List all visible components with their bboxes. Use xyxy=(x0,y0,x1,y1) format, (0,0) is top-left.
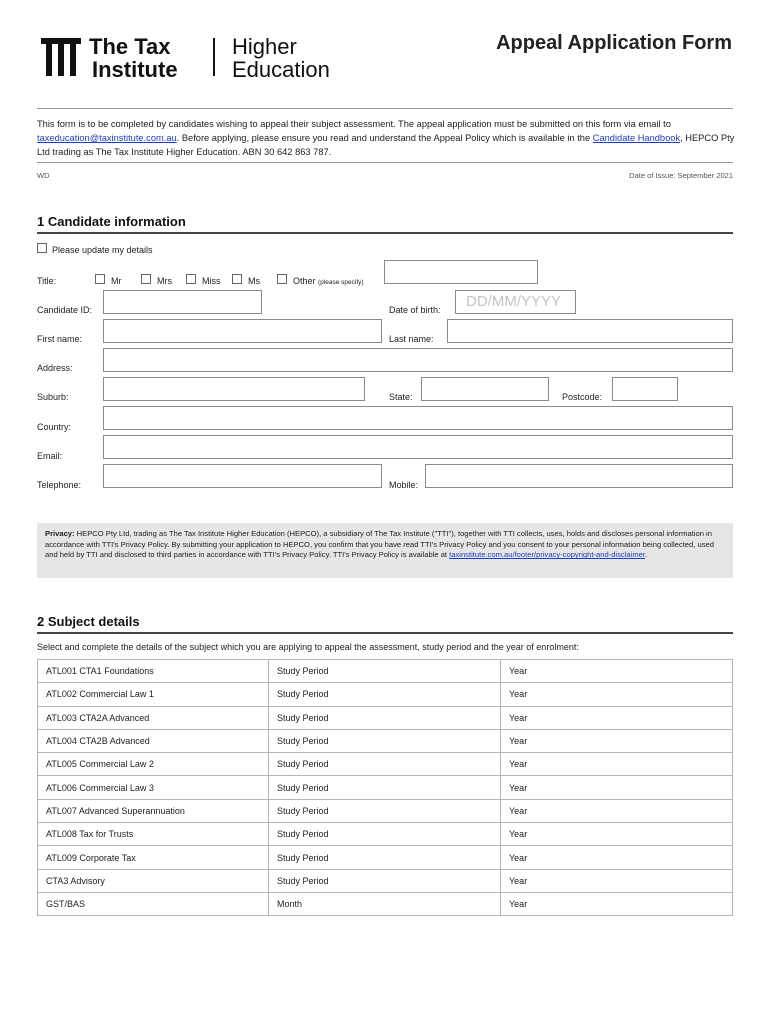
privacy-notice: Privacy: HEPCO Pty Ltd, trading as The Tax Institute Higher Education (HEPCO), a subsidiary of The Tax Institute ("TTI"), together with TTI collects, uses, holds and discloses personal information in accordance with TTI's Privacy Policy. By submitting your application to HEPCO, you confirm that you have read TTI's Privacy Policy and you consent to your personal information being collected, used and held by TTI and disclosed to third parties in accordance with TTI's Privacy Policy. TTI's Privacy Policy is available at taxinstitute.com.au/footer/privacy-copyright-and-disclaimer. xyxy=(37,523,733,578)
subject-name-cell: GST/BAS xyxy=(38,892,269,915)
title-label: Title: xyxy=(37,276,57,286)
year-cell[interactable]: Year xyxy=(501,706,733,729)
telephone-input[interactable] xyxy=(103,464,382,488)
email-label: Email: xyxy=(37,451,63,461)
title-mrs-checkbox[interactable] xyxy=(141,274,151,284)
issue-date: Date of Issue: September 2021 xyxy=(629,171,733,180)
form-code: WD xyxy=(37,171,50,180)
address-input[interactable] xyxy=(103,348,733,372)
state-input[interactable] xyxy=(421,377,549,401)
email-link[interactable]: taxeducation@taxinstitute.com.au xyxy=(37,133,177,143)
mobile-input[interactable] xyxy=(425,464,733,488)
suburb-label: Suburb: xyxy=(37,392,69,402)
country-label: Country: xyxy=(37,422,72,432)
study-period-cell[interactable]: Study Period xyxy=(269,799,501,822)
suburb-input[interactable] xyxy=(103,377,365,401)
logo-subtitle: Higher Education xyxy=(232,34,330,82)
logo-name: The Tax Institute xyxy=(89,34,178,82)
subject-row[interactable] xyxy=(38,892,733,915)
subject-name-cell: ATL003 CTA2A Advanced xyxy=(38,706,269,729)
section2-divider xyxy=(37,632,733,634)
year-cell[interactable]: Year xyxy=(501,753,733,776)
title-miss-checkbox[interactable] xyxy=(186,274,196,284)
study-period-cell[interactable]: Study Period xyxy=(269,776,501,799)
title-mrs-label: Mrs xyxy=(157,276,172,286)
dob-input[interactable]: DD/MM/YYYY xyxy=(455,290,576,314)
subject-row[interactable] xyxy=(38,799,733,822)
subject-name-cell: ATL005 Commercial Law 2 xyxy=(38,753,269,776)
subject-table xyxy=(37,659,733,916)
title-other-label: Other (please specify) xyxy=(293,276,364,286)
title-other-checkbox[interactable] xyxy=(277,274,287,284)
mobile-label: Mobile: xyxy=(389,480,419,490)
year-cell[interactable]: Year xyxy=(501,892,733,915)
candidate-id-label: Candidate ID: xyxy=(37,305,93,315)
email-input[interactable] xyxy=(103,435,733,459)
subject-row[interactable] xyxy=(38,683,733,706)
form-title: Appeal Application Form xyxy=(496,32,732,54)
study-period-cell[interactable]: Study Period xyxy=(269,683,501,706)
update-details-label: Please update my details xyxy=(52,245,153,255)
subject-row[interactable] xyxy=(38,846,733,869)
subject-name-cell: ATL009 Corporate Tax xyxy=(38,846,269,869)
country-input[interactable] xyxy=(103,406,733,430)
subject-row[interactable] xyxy=(38,706,733,729)
subject-row[interactable] xyxy=(38,753,733,776)
telephone-label: Telephone: xyxy=(37,480,82,490)
intro-text: This form is to be completed by candidates wishing to appeal their subject assessment. The appeal application must be submitted on this form via email to taxeducation@taxinstitute.com.au. Before applying, please ensure you read and understand the Appeal Policy which is available in the Candidate Handbook, HEPCO Pty Ltd trading as The Tax Institute Higher Education. ABN 30 642 863 787. xyxy=(37,119,735,157)
title-ms-checkbox[interactable] xyxy=(232,274,242,284)
tax-institute-logo-icon xyxy=(41,38,81,76)
title-mr-checkbox[interactable] xyxy=(95,274,105,284)
subject-row[interactable] xyxy=(38,776,733,799)
section1-title: 1 Candidate information xyxy=(37,214,186,229)
title-mr-label: Mr xyxy=(111,276,122,286)
first-name-input[interactable] xyxy=(103,319,382,343)
study-period-cell[interactable]: Study Period xyxy=(269,753,501,776)
study-period-cell[interactable]: Study Period xyxy=(269,869,501,892)
last-name-label: Last name: xyxy=(389,334,434,344)
study-period-cell[interactable]: Study Period xyxy=(269,706,501,729)
address-label: Address: xyxy=(37,363,73,373)
postcode-input[interactable] xyxy=(612,377,678,401)
subject-name-cell: ATL001 CTA1 Foundations xyxy=(38,660,269,683)
subject-row[interactable] xyxy=(38,660,733,683)
study-period-cell[interactable]: Study Period xyxy=(269,823,501,846)
year-cell[interactable]: Year xyxy=(501,776,733,799)
subject-name-cell: ATL002 Commercial Law 1 xyxy=(38,683,269,706)
study-period-cell[interactable]: Study Period xyxy=(269,660,501,683)
section2-title: 2 Subject details xyxy=(37,614,140,629)
postcode-label: Postcode: xyxy=(562,392,603,402)
update-details-checkbox[interactable] xyxy=(37,243,47,253)
subject-row[interactable] xyxy=(38,823,733,846)
subject-name-cell: ATL008 Tax for Trusts xyxy=(38,823,269,846)
dob-label: Date of birth: xyxy=(389,305,441,315)
year-cell[interactable]: Year xyxy=(501,660,733,683)
subject-name-cell: ATL004 CTA2B Advanced xyxy=(38,729,269,752)
year-cell[interactable]: Year xyxy=(501,799,733,822)
last-name-input[interactable] xyxy=(447,319,733,343)
study-period-cell[interactable]: Study Period xyxy=(269,846,501,869)
first-name-label: First name: xyxy=(37,334,83,344)
subject-instructions: Select and complete the details of the subject which you are applying to appeal the assessment, study period and the year of enrolment: xyxy=(37,642,579,652)
subject-row[interactable] xyxy=(38,869,733,892)
subject-name-cell: ATL006 Commercial Law 3 xyxy=(38,776,269,799)
state-label: State: xyxy=(389,392,413,402)
subject-name-cell: ATL007 Advanced Superannuation xyxy=(38,799,269,822)
intro-divider xyxy=(37,162,733,163)
year-cell[interactable]: Year xyxy=(501,869,733,892)
title-miss-label: Miss xyxy=(202,276,221,286)
candidate-id-input[interactable] xyxy=(103,290,262,314)
title-other-input[interactable] xyxy=(384,260,538,284)
title-ms-label: Ms xyxy=(248,276,260,286)
year-cell[interactable]: Year xyxy=(501,846,733,869)
year-cell[interactable]: Year xyxy=(501,823,733,846)
year-cell[interactable]: Year xyxy=(501,683,733,706)
header-divider xyxy=(37,108,733,109)
study-period-cell[interactable]: Month xyxy=(269,892,501,915)
subject-row[interactable] xyxy=(38,729,733,752)
study-period-cell[interactable]: Study Period xyxy=(269,729,501,752)
subject-name-cell: CTA3 Advisory xyxy=(38,869,269,892)
section1-divider xyxy=(37,232,733,234)
year-cell[interactable]: Year xyxy=(501,729,733,752)
logo-divider xyxy=(213,38,215,76)
handbook-link[interactable]: Candidate Handbook xyxy=(592,133,681,143)
privacy-policy-link[interactable]: taxinstitute.com.au/footer/privacy-copyright-and-disclaimer xyxy=(449,550,645,560)
